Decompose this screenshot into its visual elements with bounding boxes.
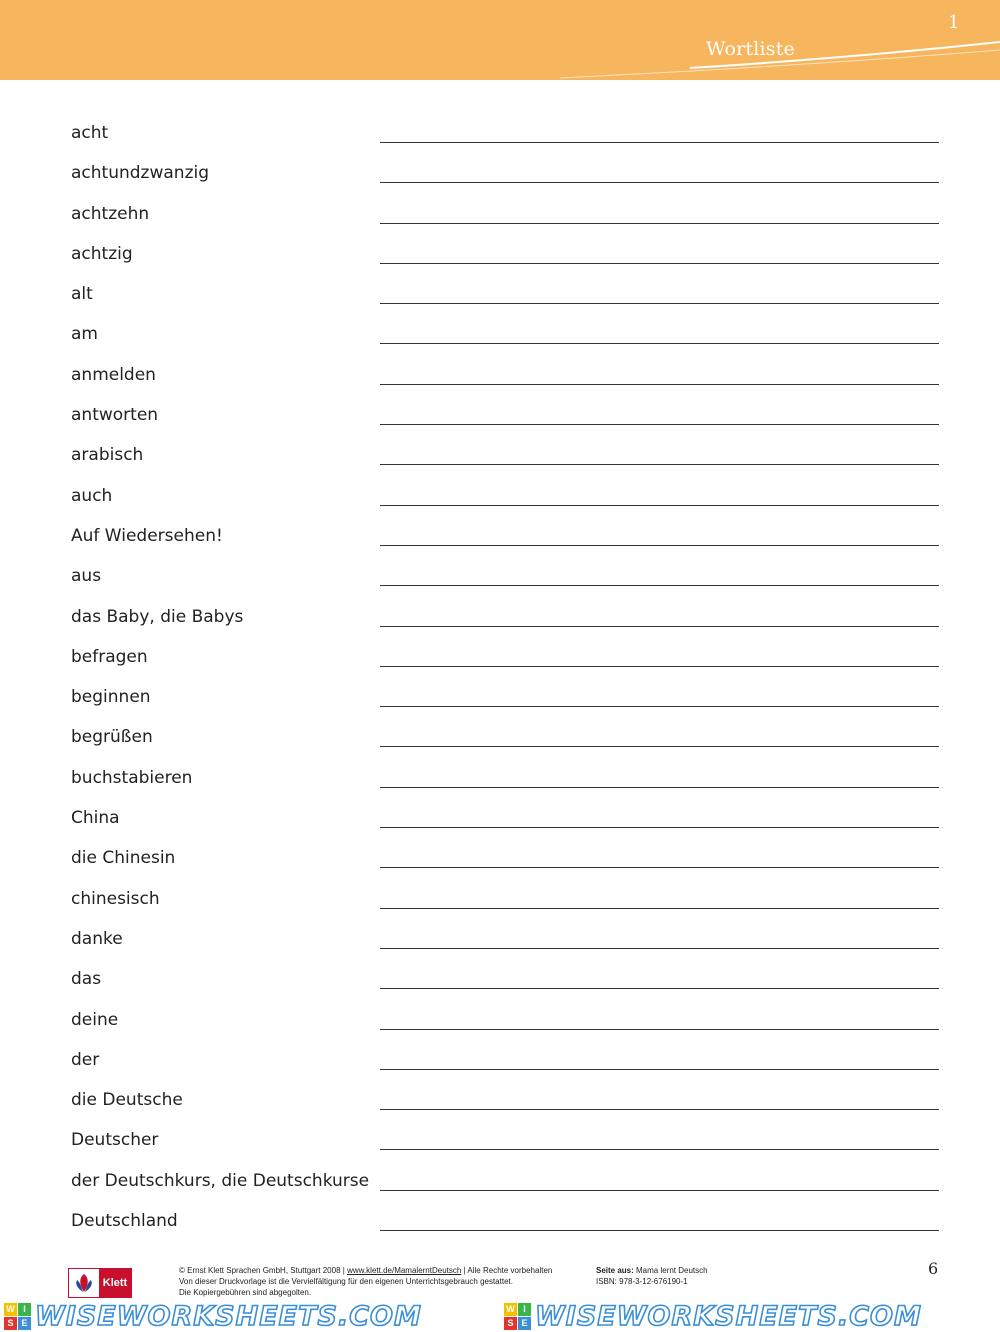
header-swoosh <box>0 0 1000 80</box>
word-text: begrüßen <box>71 727 153 748</box>
answer-line[interactable] <box>380 626 939 627</box>
word-row <box>71 886 939 926</box>
word-list <box>71 120 939 1248</box>
word-text: alt <box>71 284 93 305</box>
word-text: antworten <box>71 405 159 426</box>
answer-line[interactable] <box>380 263 939 264</box>
copyright-line-3: Die Kopiergebühren sind abgegolten. <box>179 1288 312 1297</box>
answer-line[interactable] <box>380 827 939 828</box>
answer-line[interactable] <box>380 1109 939 1110</box>
answer-line[interactable] <box>380 585 939 586</box>
watermark-badge-letter: I <box>18 1303 31 1316</box>
word-text: Deutschland <box>71 1211 178 1232</box>
word-text: die Chinesin <box>71 848 176 869</box>
header-band <box>0 0 1000 80</box>
answer-line[interactable] <box>380 706 939 707</box>
word-text: der Deutschkurs, die Deutschkurse <box>71 1170 370 1191</box>
word-text: acht <box>71 123 109 143</box>
klett-leaf-icon <box>69 1269 99 1297</box>
answer-line[interactable] <box>380 142 939 143</box>
copyright-prefix: © Ernst Klett Sprachen GmbH, Stuttgart 2008 | <box>179 1266 348 1275</box>
watermark-badge-icon <box>504 1303 531 1330</box>
answer-line[interactable] <box>380 908 939 909</box>
word-row <box>71 362 939 402</box>
answer-line[interactable] <box>380 182 939 183</box>
answer-line[interactable] <box>380 1190 939 1191</box>
word-text: danke <box>71 928 123 949</box>
word-row <box>71 201 939 241</box>
answer-line[interactable] <box>380 948 939 949</box>
word-text: die Deutsche <box>71 1090 183 1111</box>
word-row <box>71 160 939 200</box>
header-title: Wortliste <box>706 38 795 60</box>
source-info <box>596 1265 708 1287</box>
klett-logo <box>68 1268 132 1298</box>
word-text: beginnen <box>71 687 151 708</box>
word-row <box>71 281 939 321</box>
word-row <box>71 1087 939 1127</box>
word-row <box>71 563 939 603</box>
watermark-unit <box>0 1301 500 1332</box>
word-row <box>71 805 939 845</box>
word-text: arabisch <box>71 445 144 466</box>
answer-line[interactable] <box>380 343 939 344</box>
word-row <box>71 966 939 1006</box>
word-row <box>71 442 939 482</box>
word-text: buchstabieren <box>71 767 193 788</box>
answer-line[interactable] <box>380 1149 939 1150</box>
answer-line[interactable] <box>380 223 939 224</box>
answer-line[interactable] <box>380 746 939 747</box>
footer-page-number: 6 <box>928 1259 939 1278</box>
watermark-badge-letter: W <box>504 1303 517 1316</box>
answer-line[interactable] <box>380 424 939 425</box>
copyright-suffix: | Alle Rechte vorbehalten <box>461 1266 553 1275</box>
word-text: anmelden <box>71 364 156 385</box>
footer <box>0 1255 1000 1300</box>
word-text: das Baby, die Babys <box>71 606 244 627</box>
watermark-badge-letter: I <box>518 1303 531 1316</box>
watermark-badge-letter: E <box>18 1317 31 1330</box>
answer-line[interactable] <box>380 787 939 788</box>
word-text: befragen <box>71 646 148 667</box>
word-text: Deutscher <box>71 1130 159 1151</box>
answer-line[interactable] <box>380 384 939 385</box>
answer-line[interactable] <box>380 303 939 304</box>
word-text: der <box>71 1049 100 1070</box>
word-row <box>71 1168 939 1208</box>
word-row <box>71 1208 939 1248</box>
word-text: am <box>71 324 98 345</box>
watermark-unit <box>500 1301 1000 1332</box>
copyright-line-2: Von dieser Druckvorlage ist die Vervielfältigung für den eigenen Unterrichtsgebrauch gestattet. <box>179 1277 513 1286</box>
word-row <box>71 321 939 361</box>
word-text: Auf Wiedersehen! <box>71 525 223 546</box>
word-row <box>71 241 939 281</box>
answer-line[interactable] <box>380 988 939 989</box>
word-row <box>71 120 939 160</box>
publisher-link[interactable]: www.klett.de/MamalerntDeutsch <box>347 1266 462 1275</box>
answer-line[interactable] <box>380 1069 939 1070</box>
word-row <box>71 926 939 966</box>
watermark-text: WISEWORKSHEETS.COM <box>535 1300 922 1332</box>
word-row <box>71 483 939 523</box>
word-text: China <box>71 808 120 829</box>
klett-logo-text: Klett <box>99 1269 131 1297</box>
watermark-badge-letter: E <box>518 1317 531 1330</box>
word-row <box>71 724 939 764</box>
word-text: deine <box>71 1009 119 1030</box>
word-row <box>71 644 939 684</box>
word-text: achtundzwanzig <box>71 163 210 184</box>
word-row <box>71 1007 939 1047</box>
word-text: achtzig <box>71 243 133 264</box>
watermark-text: WISEWORKSHEETS.COM <box>35 1300 422 1332</box>
word-row <box>71 845 939 885</box>
word-text: das <box>71 969 102 990</box>
watermark-badge-icon <box>4 1303 31 1330</box>
watermark-badge-letter: S <box>4 1317 17 1330</box>
word-row <box>71 1127 939 1167</box>
answer-line[interactable] <box>380 867 939 868</box>
watermark-badge-letter: W <box>4 1303 17 1316</box>
copyright-notice <box>179 1265 552 1298</box>
word-text: achtzehn <box>71 203 150 224</box>
source-title: Mama lernt Deutsch <box>633 1266 708 1275</box>
answer-line[interactable] <box>380 1230 939 1231</box>
answer-line[interactable] <box>380 505 939 506</box>
word-text: aus <box>71 566 102 587</box>
answer-line[interactable] <box>380 545 939 546</box>
header-page-number: 1 <box>948 12 960 33</box>
word-row <box>71 523 939 563</box>
word-row <box>71 604 939 644</box>
word-row <box>71 765 939 805</box>
word-row <box>71 684 939 724</box>
word-row <box>71 1047 939 1087</box>
word-text: auch <box>71 485 113 506</box>
word-text: chinesisch <box>71 888 160 909</box>
source-label: Seite aus: <box>596 1266 634 1275</box>
answer-line[interactable] <box>380 1029 939 1030</box>
word-row <box>71 402 939 442</box>
answer-line[interactable] <box>380 464 939 465</box>
watermark-banner <box>0 1300 1000 1332</box>
answer-line[interactable] <box>380 666 939 667</box>
isbn: ISBN: 978-3-12-676190-1 <box>596 1277 688 1286</box>
watermark-badge-letter: S <box>504 1317 517 1330</box>
